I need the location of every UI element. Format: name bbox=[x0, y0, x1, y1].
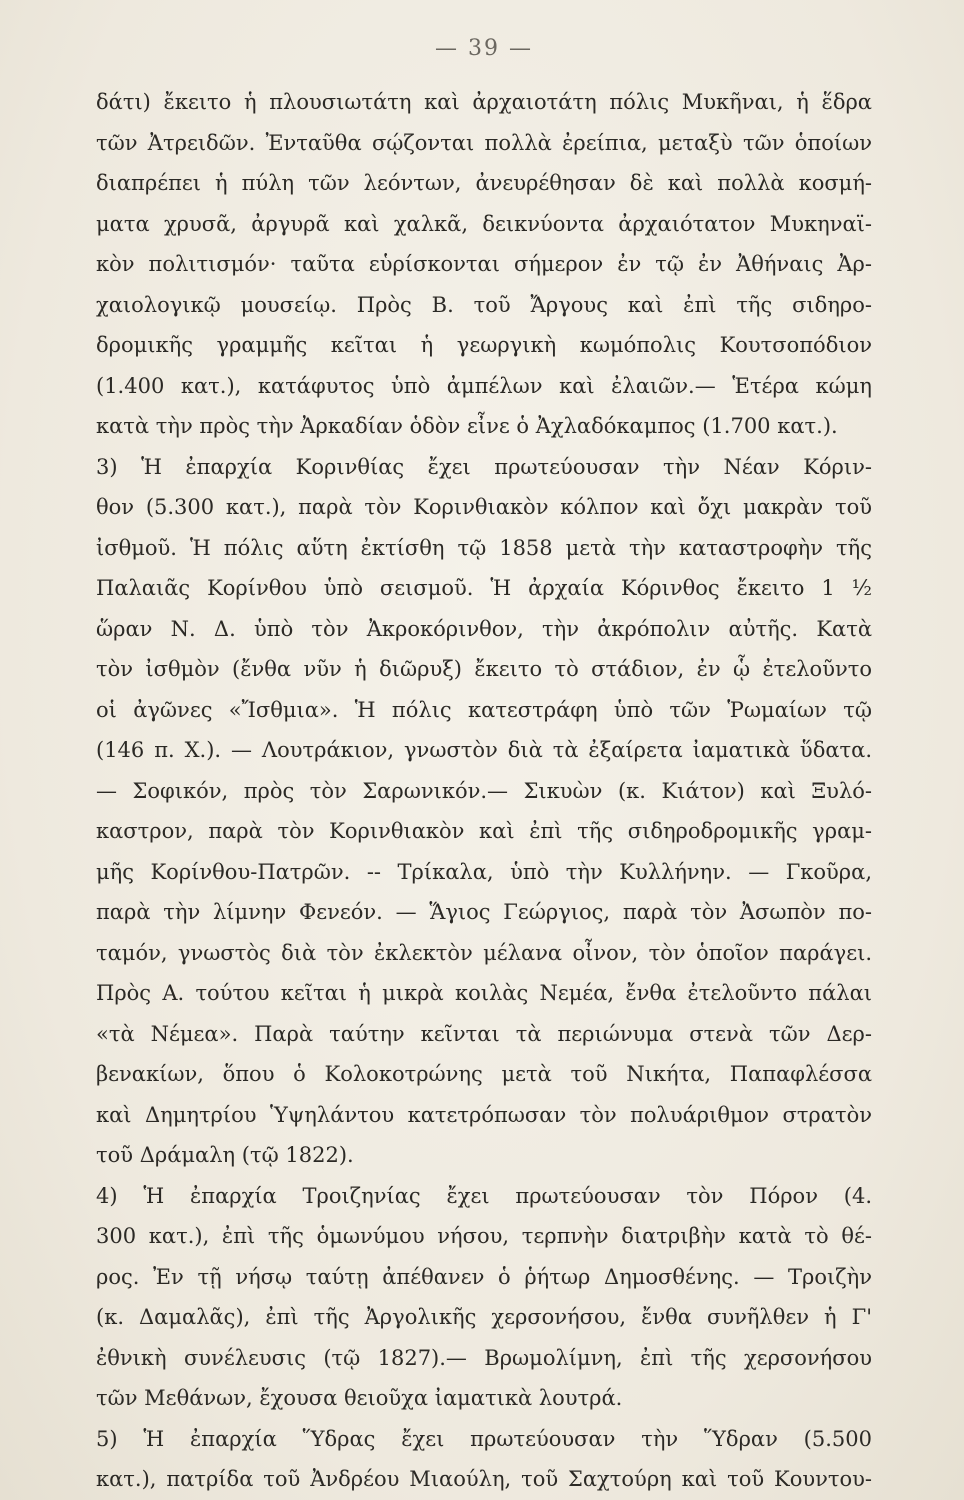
body-text bbox=[96, 82, 872, 1500]
text-line: (146 π. Χ.). — Λουτράκιον, γνωστὸν διὰ τὰ ἐξαίρετα ἰαματικὰ ὕδατα. bbox=[96, 738, 872, 762]
text-line: κατ.), πατρίδα τοῦ Ἀνδρέου Μιαούλη, τοῦ Σαχτούρη καὶ τοῦ Κουντου- bbox=[96, 1467, 872, 1491]
text-line: οἱ ἀγῶνες «Ἴσθμια». Ἡ πόλις κατεστράφη ὑπὸ τῶν Ῥωμαίων τῷ bbox=[96, 697, 872, 722]
text-line: καὶ Δημητρίου Ὑψηλάντου κατετρόπωσαν τὸν πολυάριθμον στρατὸν bbox=[96, 1102, 872, 1127]
text-line: χαιολογικῷ μουσείῳ. Πρὸς Β. τοῦ Ἄργους καὶ ἐπὶ τῆς σιδηρο- bbox=[96, 292, 872, 317]
text-line: ματα χρυσᾶ, ἀργυρᾶ καὶ χαλκᾶ, δεικνύοντα ἀρχαιότατον Μυκηναϊ- bbox=[96, 211, 872, 236]
text-line: τῶν Μεθάνων, ἔχουσα θειοῦχα ἰαματικὰ λουτρά. bbox=[96, 1386, 623, 1410]
text-line: — Σοφικόν, πρὸς τὸν Σαρωνικόν.— Σικυὼν (κ. Κιάτον) καὶ Ξυλό- bbox=[96, 778, 872, 803]
text-line: (κ. Δαμαλᾶς), ἐπὶ τῆς Ἀργολικῆς χερσονήσου, ἔνθα συνῆλθεν ἡ Γ' bbox=[96, 1305, 872, 1329]
text-line: ὥραν Ν. Δ. ὑπὸ τὸν Ἀκροκόρινθον, τὴν ἀκρόπολιν αὐτῆς. Κατὰ bbox=[96, 616, 872, 641]
text-line: ἐθνικὴ συνέλευσις (τῷ 1827).— Βρωμολίμνη, ἐπὶ τῆς χερσονήσου bbox=[96, 1345, 872, 1370]
text-line: βενακίων, ὅπου ὁ Κολοκοτρώνης μετὰ τοῦ Νικήτα, Παπαφλέσσα bbox=[96, 1062, 872, 1086]
text-line: καστρον, παρὰ τὸν Κορινθιακὸν καὶ ἐπὶ τῆς σιδηροδρομικῆς γραμ- bbox=[96, 819, 872, 843]
text-line: 5) Ἡ ἐπαρχία Ὕδρας ἔχει πρωτεύουσαν τὴν Ὕδραν (5.500 bbox=[96, 1426, 872, 1451]
text-line: τὸν ἰσθμὸν (ἔνθα νῦν ἡ διῶρυξ) ἔκειτο τὸ στάδιον, ἐν ᾧ ἐτελοῦντο bbox=[96, 657, 872, 681]
text-line: ἰσθμοῦ. Ἡ πόλις αὕτη ἐκτίσθη τῷ 1858 μετὰ τὴν καταστροφὴν τῆς bbox=[96, 535, 872, 560]
text-line: δρομικῆς γραμμῆς κεῖται ἡ γεωργικὴ κωμόπολις Κουτσοπόδιον bbox=[96, 333, 872, 357]
page-number: — 39 — bbox=[435, 36, 533, 61]
text-line: (1.400 κατ.), κατάφυτος ὑπὸ ἀμπέλων καὶ ἐλαιῶν.— Ἑτέρα κώμη bbox=[96, 373, 872, 398]
text-line: κατὰ τὴν πρὸς τὴν Ἀρκαδίαν ὁδὸν εἶνε ὁ Ἀχλαδόκαμπος (1.700 κατ.). bbox=[96, 414, 838, 438]
text-line: ταμόν, γνωστὸς διὰ τὸν ἐκλεκτὸν μέλανα οἶνον, τὸν ὁποῖον παράγει. bbox=[96, 940, 872, 965]
text-line: Πρὸς Α. τούτου κεῖται ἡ μικρὰ κοιλὰς Νεμέα, ἔνθα ἐτελοῦντο πάλαι bbox=[96, 981, 872, 1005]
text-line: μῆς Κορίνθου-Πατρῶν. -- Τρίκαλα, ὑπὸ τὴν Κυλλήνην. — Γκοῦρα, bbox=[96, 859, 872, 884]
text-line: ρος. Ἐν τῇ νήσῳ ταύτῃ ἀπέθανεν ὁ ῥήτωρ Δημοσθένης. — Τροιζὴν bbox=[96, 1264, 872, 1289]
text-line: 4) Ἡ ἐπαρχία Τροιζηνίας ἔχει πρωτεύουσαν τὸν Πόρον (4. bbox=[96, 1183, 872, 1208]
text-line: δάτι) ἔκειτο ἡ πλουσιωτάτη καὶ ἀρχαιοτάτη πόλις Μυκῆναι, ἡ ἕδρα bbox=[96, 90, 872, 114]
text-line: κὸν πολιτισμόν· ταῦτα εὑρίσκονται σήμερον ἐν τῷ ἐν Ἀθήναις Ἀρ- bbox=[96, 252, 872, 276]
text-line: θον (5.300 κατ.), παρὰ τὸν Κορινθιακὸν κόλπον καὶ ὄχι μακρὰν τοῦ bbox=[96, 495, 872, 519]
text-line: 300 κατ.), ἐπὶ τῆς ὁμωνύμου νήσου, τερπνὴν διατριβὴν κατὰ τὸ θέ- bbox=[96, 1224, 872, 1248]
text-line: 3) Ἡ ἐπαρχία Κορινθίας ἔχει πρωτεύουσαν τὴν Νέαν Κόριν- bbox=[96, 454, 872, 479]
text-line: διαπρέπει ἡ πύλη τῶν λεόντων, ἀνευρέθησαν δὲ καὶ πολλὰ κοσμή- bbox=[96, 171, 872, 195]
text-line: τοῦ Δράμαλη (τῷ 1822). bbox=[96, 1143, 354, 1167]
text-line: «τὰ Νέμεα». Παρὰ ταύτην κεῖνται τὰ περιώνυμα στενὰ τῶν Δερ- bbox=[96, 1021, 872, 1046]
text-line: Παλαιᾶς Κορίνθου ὑπὸ σεισμοῦ. Ἡ ἀρχαία Κόρινθος ἔκειτο 1 ½ bbox=[96, 576, 872, 600]
text-line: παρὰ τὴν λίμνην Φενεόν. — Ἅγιος Γεώργιος, παρὰ τὸν Ἀσωπὸν πο- bbox=[96, 900, 872, 924]
text-line: τῶν Ἀτρειδῶν. Ἐνταῦθα σῴζονται πολλὰ ἐρείπια, μεταξὺ τῶν ὁποίων bbox=[96, 130, 872, 155]
